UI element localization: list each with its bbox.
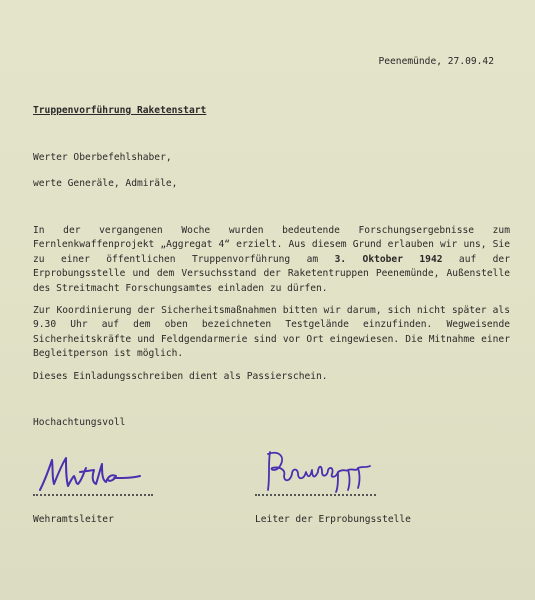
salutation-line-2: werte Generäle, Admiräle, — [33, 178, 178, 189]
signature-line-right — [255, 494, 376, 496]
signatory-title-right: Leiter der Erprobungsstelle — [255, 514, 411, 525]
body-paragraph-3: Dieses Einladungsschreiben dient als Passierschein. — [33, 371, 328, 382]
body-paragraph-2: Zur Koordinierung der Sicherheitsmaßnahmen bitten wir darum, sich nicht später als 9.30 Uhr auf dem oben bezeichneten Testgelände einzufinden. Wegweisende Sicherheitskräfte und Feldgendarmerie sind vor Ort eingewiesen. Die Mitnahme einer Begleitperson ist möglich. — [33, 305, 510, 360]
signatory-title-left: Wehramtsleiter — [33, 514, 114, 525]
body-paragraph-1 — [33, 224, 510, 296]
event-date: 3. Oktober 1942 — [334, 253, 443, 265]
closing-phrase: Hochachtungsvoll — [33, 417, 126, 428]
place-date: Peenemünde, 27.09.42 — [378, 56, 494, 67]
paragraph-1-text-b: auf der Erprobungsstelle und dem Versuchsstand der Raketentruppen Peenemünde, Außenstelle des Streitmacht Forschungsamtes einladen zu dürfen. — [33, 253, 510, 294]
paragraph-1-text-a: In der vergangenen Woche wurden bedeutende Forschungsergebnisse zum Fernlenkwaffenprojekt „Aggregat 4“ erzielt. Aus diesem Grund erlauben wir uns, Sie zu einer öffentlichen Truppenvorführung am — [33, 225, 510, 265]
salutation-line-1: Werter Oberbefehlshaber, — [33, 152, 172, 163]
signature-line-left — [33, 494, 153, 496]
signature-right — [262, 446, 374, 496]
letter-subject: Truppenvorführung Raketenstart — [33, 105, 207, 116]
signature-left — [36, 448, 142, 496]
